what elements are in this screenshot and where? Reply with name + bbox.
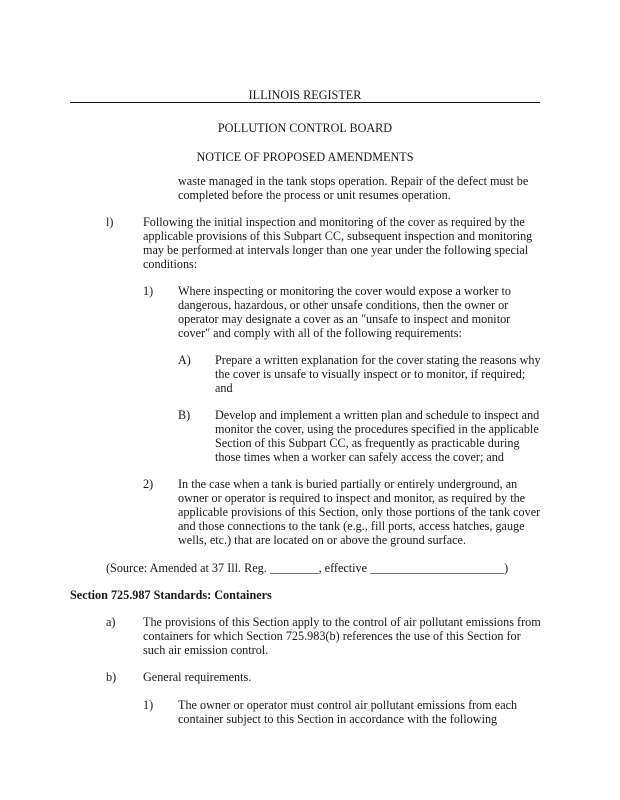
- item-l-line: conditions:: [143, 257, 198, 271]
- item-B-label: B): [178, 408, 191, 422]
- item-2-line: In the case when a tank is buried partially or entirely underground, an: [178, 477, 518, 491]
- item-l-line: may be performed at intervals longer than one year under the following special: [143, 243, 529, 257]
- item-2-line: wells, etc.) that are located on or above the ground surface.: [178, 533, 466, 547]
- continuation-line: completed before the process or unit resumes operation.: [178, 188, 451, 202]
- item-A-line: Prepare a written explanation for the cover stating the reasons why: [215, 353, 541, 367]
- item-A-line: the cover is unsafe to visually inspect or to monitor, if required;: [215, 367, 526, 381]
- item-B-line: those times when a worker can safely access the cover; and: [215, 450, 504, 464]
- item-2-line: and those connections to the tank (e.g., fill ports, access hatches, gauge: [178, 519, 525, 533]
- item-1-line: dangerous, hazardous, or other unsafe conditions, then the owner or: [178, 298, 509, 312]
- item-1-label: 1): [143, 284, 154, 298]
- item-2-label: 2): [143, 477, 154, 491]
- section-heading: Section 725.987 Standards: Containers: [70, 588, 272, 602]
- item-l-line: applicable provisions of this Subpart CC, subsequent inspection and monitoring: [143, 229, 533, 243]
- item-b1-line: The owner or operator must control air pollutant emissions from each: [178, 698, 518, 712]
- item-A-line: and: [215, 381, 233, 395]
- item-b-label: b): [106, 670, 117, 684]
- item-b1-label: 1): [143, 698, 154, 712]
- item-a-line: The provisions of this Section apply to the control of air pollutant emissions from: [143, 615, 541, 629]
- item-B-line: monitor the cover, using the procedures specified in the applicable: [215, 422, 539, 436]
- item-B-line: Develop and implement a written plan and schedule to inspect and: [215, 408, 540, 422]
- item-B-line: Section of this Subpart CC, as frequently as practicable during: [215, 436, 520, 450]
- item-a-line: such air emission control.: [143, 643, 269, 657]
- item-a-label: a): [106, 615, 116, 629]
- item-a-line: containers for which Section 725.983(b) references the use of this Section for: [143, 629, 521, 643]
- item-2-line: owner or operator is required to inspect and monitor, as required by the: [178, 491, 526, 505]
- notice-title: NOTICE OF PROPOSED AMENDMENTS: [196, 150, 414, 164]
- item-l-label: l): [106, 215, 114, 229]
- item-2-line: applicable provisions of this Section, only those portions of the tank cover: [178, 505, 541, 519]
- register-title: ILLINOIS REGISTER: [248, 88, 362, 102]
- item-b-line: General requirements.: [143, 670, 252, 684]
- item-b1-line: container subject to this Section in accordance with the following: [178, 712, 498, 726]
- item-1-line: Where inspecting or monitoring the cover would expose a worker to: [178, 284, 512, 298]
- item-1-line: operator may designate a cover as an "unsafe to inspect and monitor: [178, 312, 511, 326]
- source-note: (Source: Amended at 37 Ill. Reg. ________, effective ______________________): [106, 561, 509, 575]
- item-1-line: cover" and comply with all of the following requirements:: [178, 326, 462, 340]
- header-rule: [70, 102, 540, 103]
- item-l-line: Following the initial inspection and monitoring of the cover as required by the: [143, 215, 525, 229]
- continuation-line: waste managed in the tank stops operation. Repair of the defect must be: [178, 174, 529, 188]
- board-title: POLLUTION CONTROL BOARD: [217, 121, 393, 135]
- item-A-label: A): [178, 353, 191, 367]
